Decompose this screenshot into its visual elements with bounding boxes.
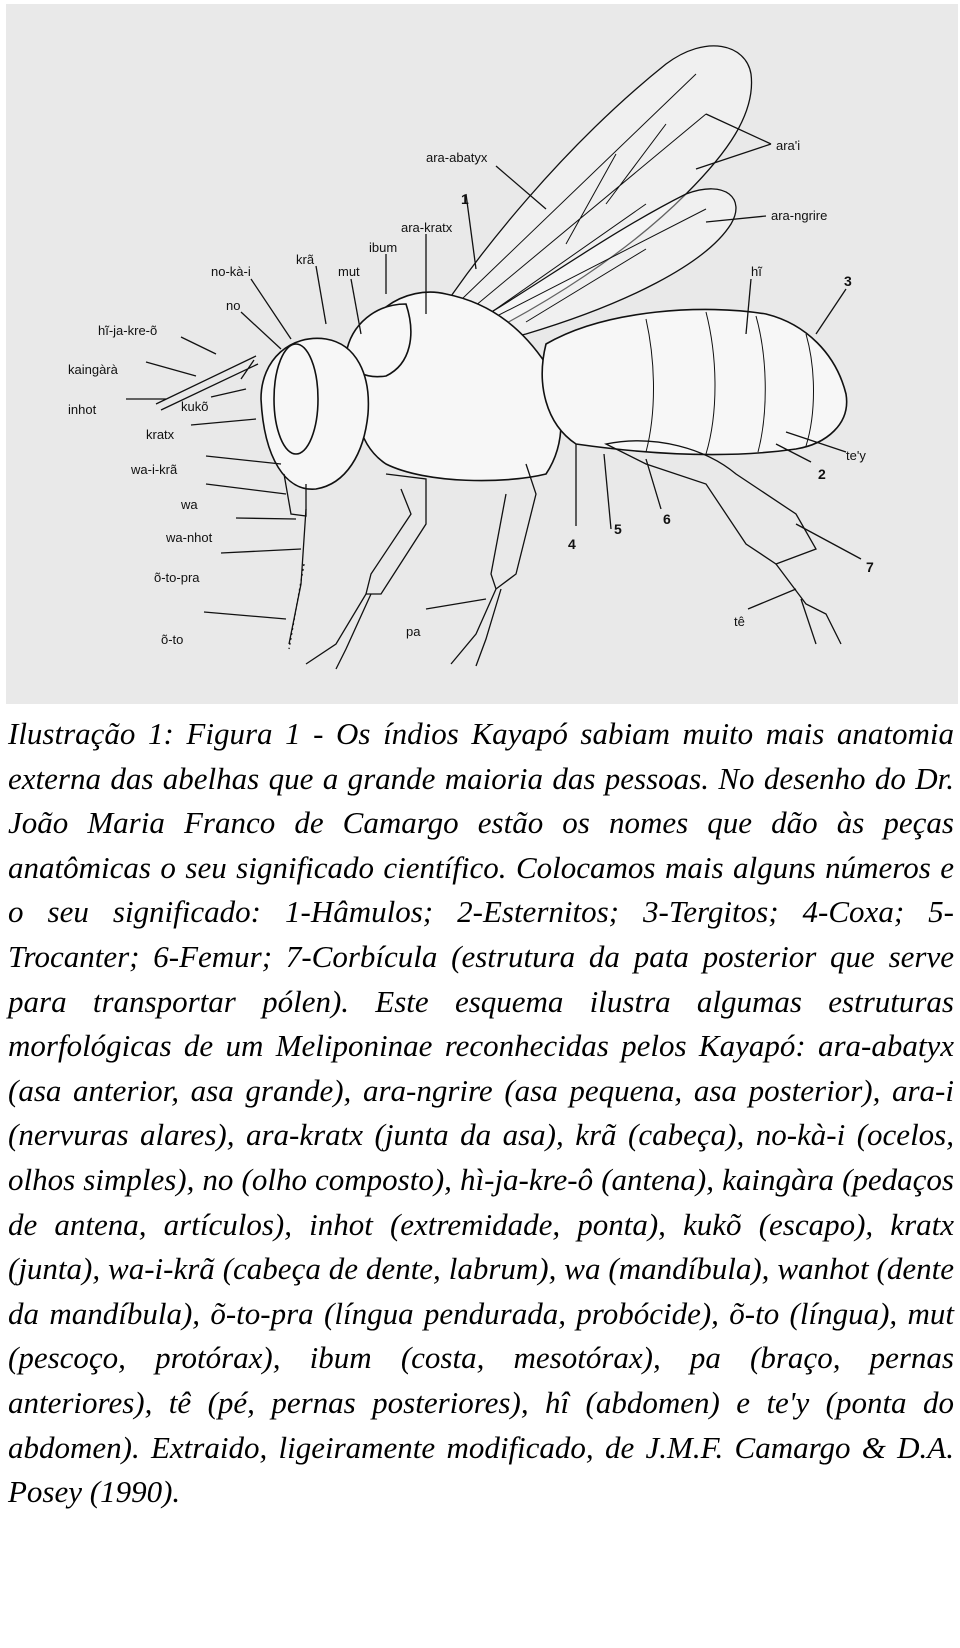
label-kaingara: kaingàrà (68, 362, 118, 377)
label-wa-nhot: wa-nhot (166, 530, 213, 545)
label-wa-i-kra: wa-i-krã (131, 462, 178, 477)
label-o-to: õ-to (161, 632, 184, 647)
label-kuko: kukõ (181, 399, 209, 414)
label-ara-ngrire: ara-ngrire (771, 208, 828, 223)
figure-caption: Ilustração 1: Figura 1 - Os índios Kayapó sabiam muito mais anatomia externa das abelhas que a grande maioria das pessoas. No desenho do Dr. João Maria Franco de Camargo estão os nomes que dão às peças anatômicas o seu significado científico. Colocamos mais alguns números e o seu significado: 1-Hâmulos; 2-Esternitos; 3-Tergitos; 4-Coxa; 5-Trocanter; 6-Femur; 7-Corbícula (estrutura da pata posterior que serve para transportar pólen). Este esquema ilustra algumas estruturas morfológicas de um Meliponinae reconhecidas pelos Kayapó: ara-abatyx (asa anterior, asa grande), ara-ngrire (asa pequena, asa posterior), ara-i (nervuras alares), ara-kratx (junta da asa), krã (cabeça), no-kà-i (ocelos, olhos simples), no (olho composto), hì-ja-kre-ô (antena), kaingàra (pedaços de antena, artículos), inhot (extremidade, ponta), kukõ (escapo), kratx (junta), wa-i-krã (cabeça de dente, labrum), wa (mandíbula), wanhot (dente da mandíbula), õ-to-pra (língua pendurada, probócide), õ-to (língua), mut (pescoço, protórax), ibum (costa, mesotórax), pa (braço, pernas anteriores), tê (pé, pernas posteriores), hî (abdomen) e te'y (ponta do abdomen). Extraido, ligeiramente modificado, de J.M.F. Camargo & D.A. Posey (1990). (8, 716, 954, 1510)
bee-anatomy-figure (6, 4, 958, 704)
label-number-4: 4 (568, 536, 576, 552)
proboscis (289, 509, 306, 644)
bee-diagram (6, 4, 958, 704)
label-kratx: kratx (146, 427, 175, 442)
head (261, 338, 368, 516)
label-hi-ja-kre-o: hĩ-ja-kre-õ (98, 323, 158, 338)
abdomen (542, 309, 846, 454)
label-wa: wa (181, 497, 198, 512)
label-ara-abatyx: ara-abatyx (426, 150, 488, 165)
label-number-3: 3 (844, 273, 852, 289)
compound-eye (274, 344, 318, 454)
label-ibum: ibum (369, 240, 398, 255)
front-leg (306, 474, 426, 669)
label-mut: mut (338, 264, 360, 279)
label-number-6: 6 (663, 511, 671, 527)
label-ara-i: ara'i (776, 138, 801, 153)
label-number-7: 7 (866, 559, 874, 575)
label-o-to-pra: õ-to-pra (154, 570, 200, 585)
label-no: no (226, 298, 241, 313)
label-hi: hĩ (751, 264, 762, 279)
label-ara-kratx: ara-kratx (401, 220, 453, 235)
label-no-ka-i: no-kà-i (211, 264, 251, 279)
label-inhot: inhot (68, 402, 97, 417)
hind-leg (606, 441, 816, 564)
label-kra: krã (296, 252, 315, 267)
label-pa: pa (406, 624, 421, 639)
label-te-y: te'y (846, 448, 866, 463)
middle-leg (451, 464, 536, 666)
label-number-5: 5 (614, 521, 622, 537)
label-number-1: 1 (461, 191, 469, 207)
label-te: tê (734, 614, 745, 629)
label-number-2: 2 (818, 466, 826, 482)
